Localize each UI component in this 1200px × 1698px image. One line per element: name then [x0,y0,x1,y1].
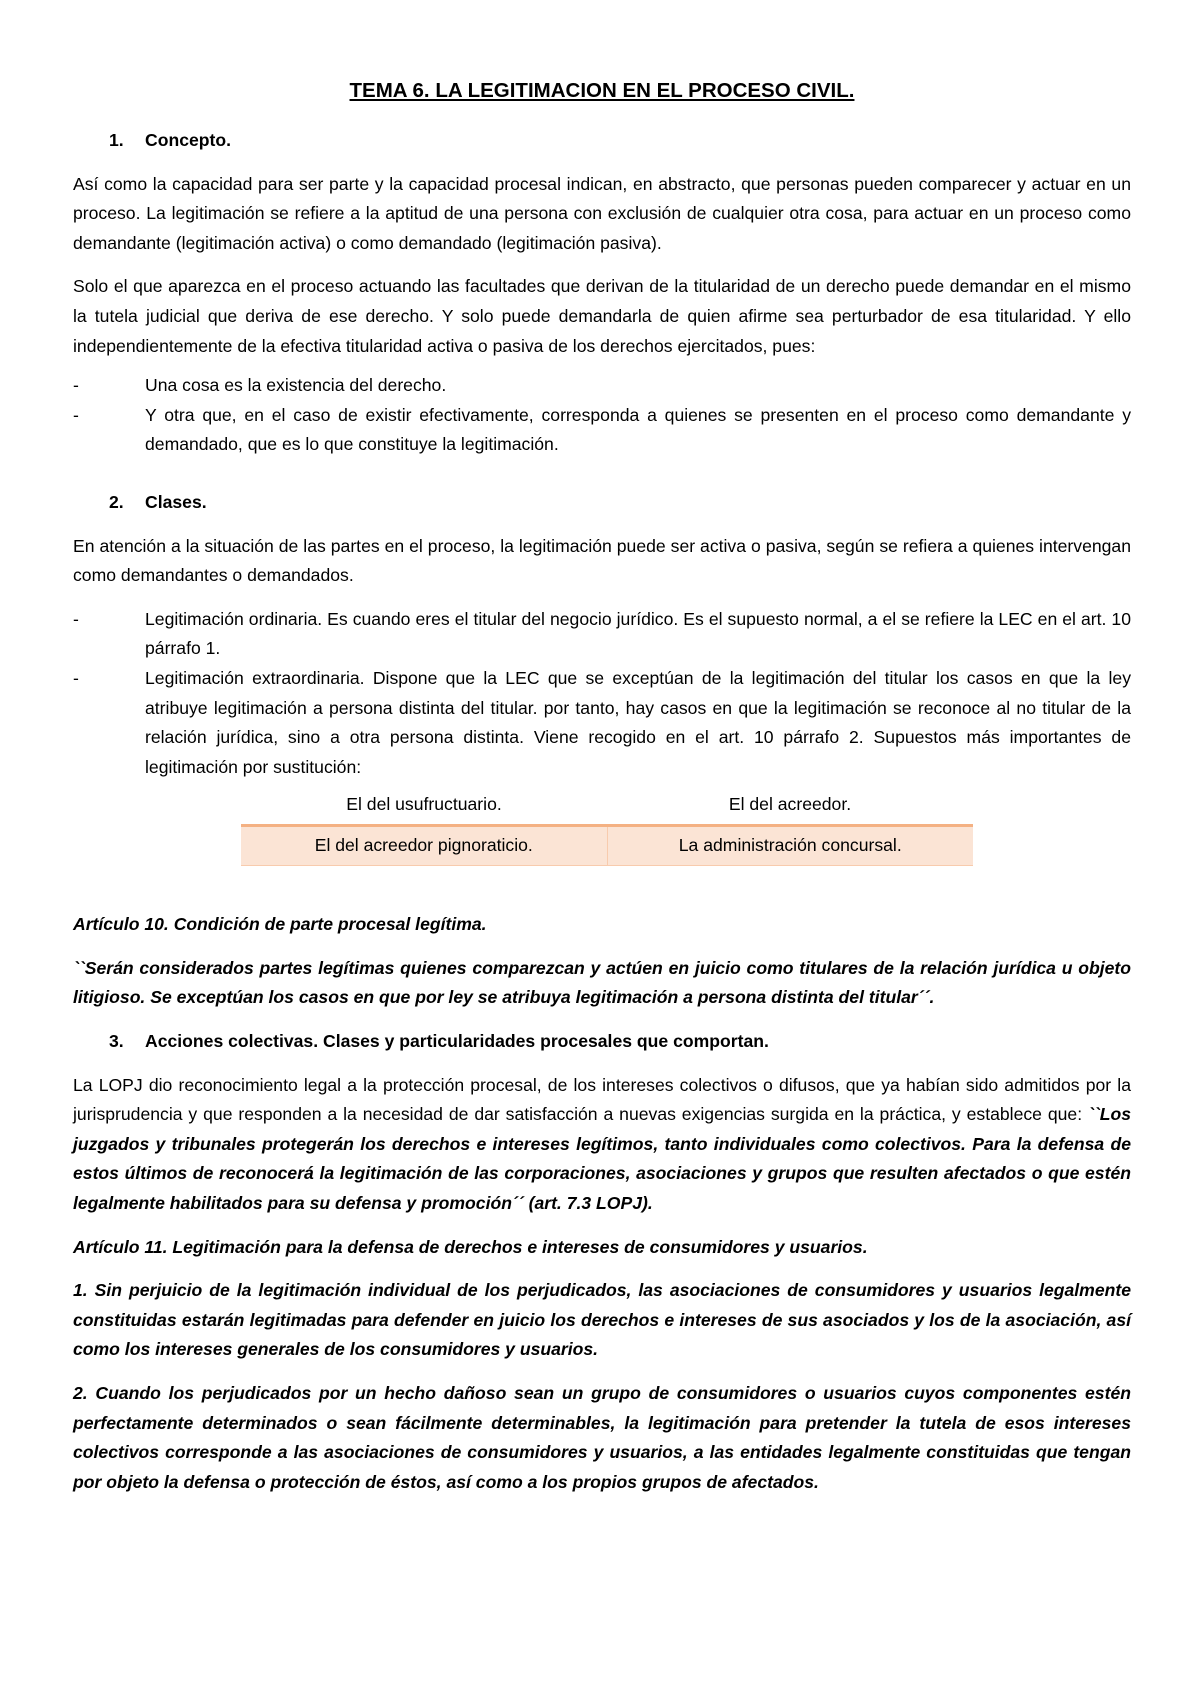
list-item: - Una cosa es la existencia del derecho. [73,375,447,396]
table-cell: La administración concursal. [607,826,973,866]
section-title: Acciones colectivas. Clases y particularidades procesales que comportan. [145,1031,769,1052]
list-item: - Legitimación extraordinaria. Dispone que la LEC que se exceptúan de la legitimación del titular los casos en que la ley atribuye legitimación a persona distinta del titular. por tanto, hay casos en que la legitimación se reconoce al no titular de la relación jurídica, sino a otra persona distinta. Viene recogido en el art. 10 párrafo 2. Supuestos más importantes de legitimación por sustitución: [73,667,1131,777]
article-title: Artículo 10. Condición de parte procesal legítima. [73,914,487,935]
article-paragraph: 2. Cuando los perjudicados por un hecho dañoso sean un grupo de consumidores o usuarios cuyos componentes estén perfectamente determinados o sean fácilmente determinables, la legitimación para pretender la tutela de esos intereses colectivos corresponde a las asociaciones de consumidores y usuarios, a las entidades legalmente constituidas que tengan por objeto la defensa o protección de éstos, así como a los propios grupos de afectados. [73,1383,1131,1492]
section-number: 1. [109,130,124,150]
dash-list [73,605,1131,783]
article-paragraph: 1. Sin perjuicio de la legitimación individual de los perjudicados, las asociaciones de consumidores y usuarios legalmente constituidas estarán legitimadas para defender en juicio los derechos e intereses de sus asociados y los de la asociación, así como los intereses generales de los consumidores y usuarios. [73,1280,1131,1360]
list-item: - Legitimación ordinaria. Es cuando eres el titular del negocio jurídico. Es el supuesto normal, a el se refiere la LEC en el art. 10 párrafo 1. [73,608,1131,659]
article-text: ``Serán considerados partes legítimas quienes comparezcan y actúen en juicio como titulares de la relación jurídica u objeto litigioso. Se exceptúan los casos en que por ley se atribuya legitimación a persona distinta del titular´´. [73,957,1131,1008]
paragraph: La LOPJ dio reconocimiento legal a la protección procesal, de los intereses colectivos o difusos, que ya habían sido admitidos por la jurisprudencia y que responden a la necesidad de dar satisfacción a nuevas exigencias surgida en la práctica, y establece que: ``Los juzgados y tribunales protegerán los derechos e intereses legítimos, tanto individuales como colectivos. Para la defensa de estos últimos de reconocerá la legitimación de las corporaciones, asociaciones y grupos que resulten afectados o que estén legalmente habilitados para su defensa y promoción´´ (art. 7.3 LOPJ). [73,1074,1131,1214]
substitution-table [241,786,973,866]
table-cell: El del acreedor. [607,786,973,826]
section-title: Concepto. [145,130,232,150]
paragraph: Solo el que aparezca en el proceso actuando las facultades que derivan de la titularidad de un derecho puede demandar en el mismo la tutela judicial que deriva de ese derecho. Y solo puede demandarla de quien afirme sea perturbador de esa titularidad. Y ello independientemente de la efectiva titularidad activa o pasiva de los derechos ejercitados, pues: [73,276,1131,356]
table-cell: El del acreedor pignoraticio. [241,826,607,866]
paragraph: Así como la capacidad para ser parte y la capacidad procesal indican, en abstracto, que personas pueden comparecer y actuar en un proceso. La legitimación se refiere a la aptitud de una persona con exclusión de cualquier otra cosa, para actuar en un proceso como demandante (legitimación activa) o como demandado (legitimación pasiva). [73,173,1131,253]
section-heading-acciones-colectivas [73,1027,1131,1057]
list-item: - Y otra que, en el caso de existir efectivamente, corresponda a quienes se presenten en el proceso como demandante y demandado, que es lo que constituye la legitimación. [73,404,1131,455]
section-number: 2. [109,491,124,512]
article-title: Artículo 11. Legitimación para la defensa de derechos e intereses de consumidores y usuarios. [73,1236,868,1257]
dash-list [73,371,1131,460]
document-title: TEMA 6. LA LEGITIMACION EN EL PROCESO CIVIL. [349,79,855,102]
table-row [241,826,973,866]
paragraph: En atención a la situación de las partes en el proceso, la legitimación puede ser activa o pasiva, según se refiera a quienes intervengan como demandantes o demandados. [73,535,1131,586]
table-cell: El del usufructuario. [241,786,607,826]
section-heading-clases [73,488,1131,518]
table-row [241,786,973,826]
section-heading-concepto [73,126,1131,156]
section-number: 3. [109,1031,124,1052]
section-title: Clases. [145,491,207,512]
